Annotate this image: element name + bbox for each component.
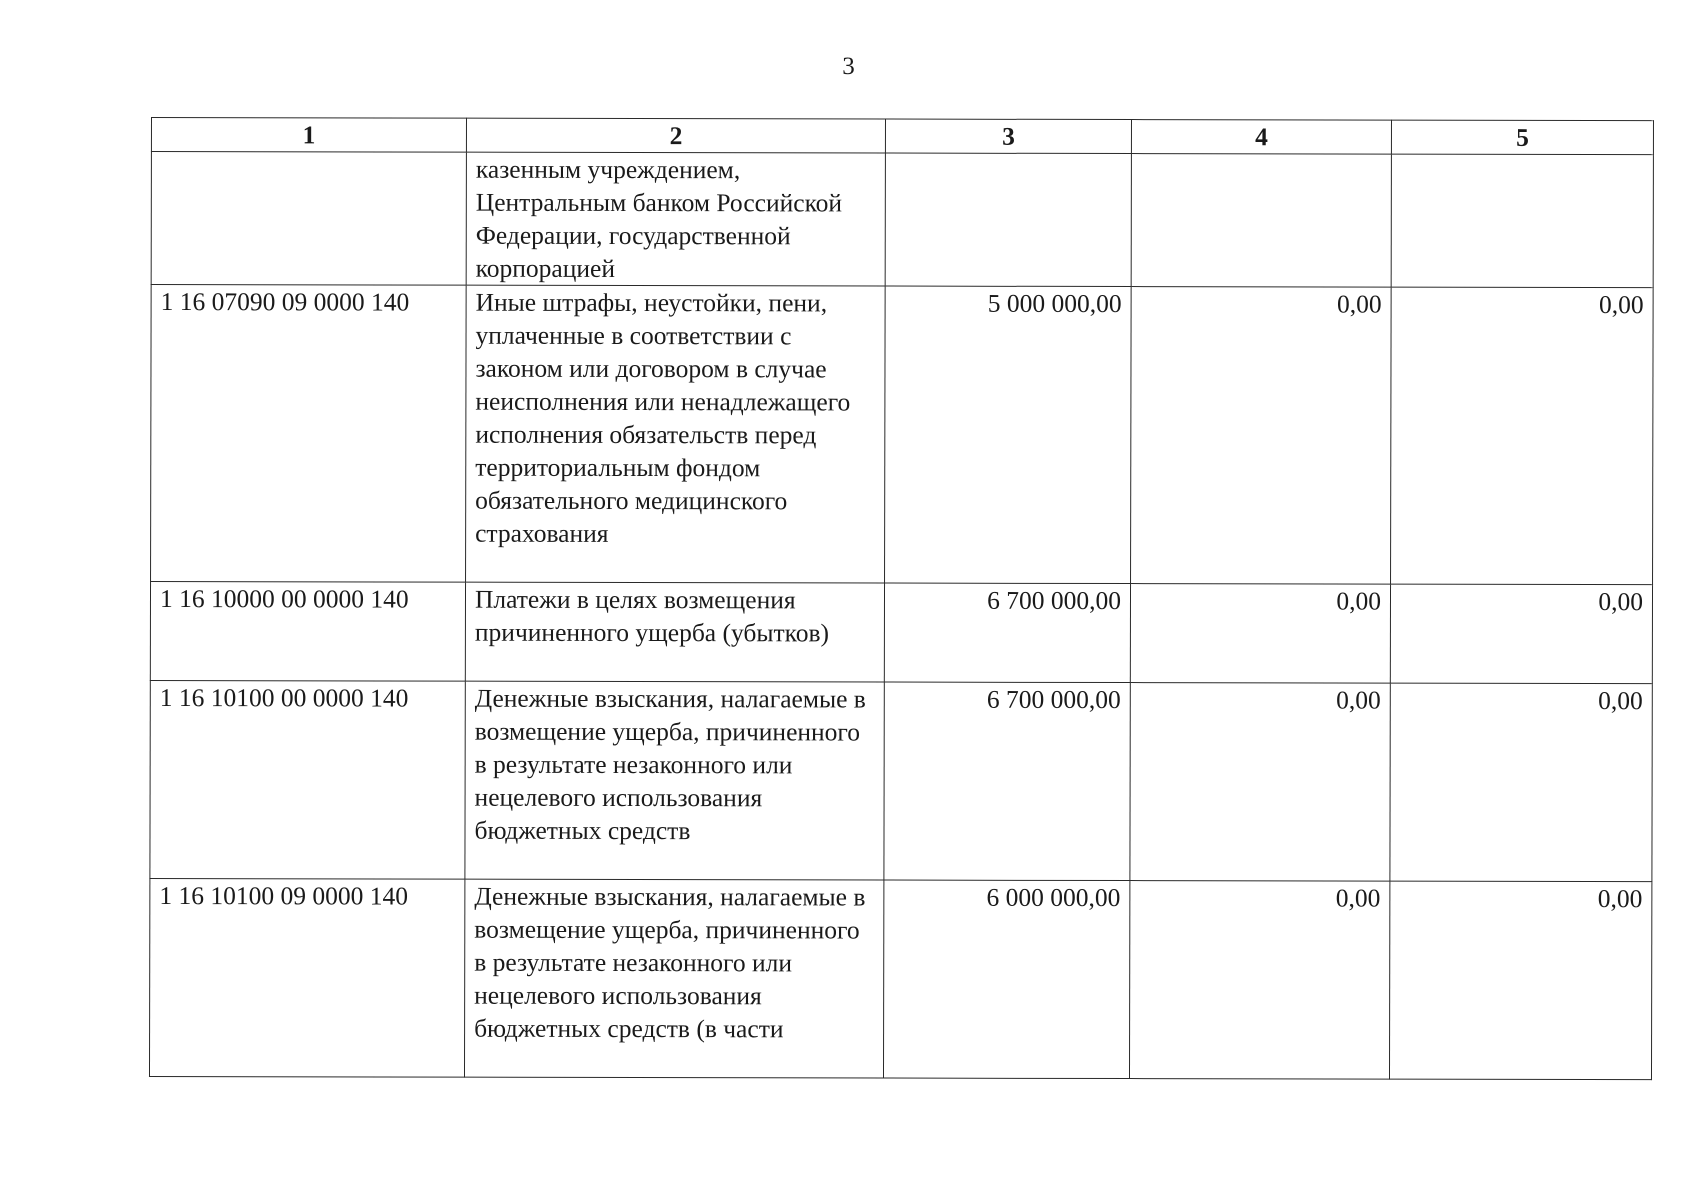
row-name: казенным учреждением, Центральным банком Российской Федерации, государственной корпорацией [466, 152, 885, 286]
row-name: Платежи в целях возмещения причиненного ущерба (убытков) [465, 582, 884, 682]
table-row [151, 285, 1654, 585]
row-name: Иные штрафы, неустойки, пени, уплаченные в соответствии с законом или договором в случае неисполнения или ненадлежащего исполнения обязательств перед территориальным фондом обязательного медицинского страхования [466, 285, 886, 583]
row-amount-3 [885, 153, 1131, 287]
table-row [151, 152, 1653, 288]
column-header-4: 4 [1131, 120, 1391, 155]
column-header-1: 1 [151, 118, 466, 153]
row-amount-4: 0,00 [1131, 287, 1392, 585]
row-amount-5: 0,00 [1390, 584, 1652, 684]
row-amount-3: 5 000 000,00 [885, 286, 1132, 584]
row-code: 1 16 10100 09 0000 140 [149, 878, 464, 1077]
row-amount-3: 6 000 000,00 [883, 880, 1129, 1079]
row-name: Денежные взыскания, налагаемые в возмещение ущерба, причиненного в результате незаконного или нецелевого использования бюджетных средств (в части [464, 879, 883, 1078]
table-row [150, 582, 1652, 684]
row-code: 1 16 10000 00 0000 140 [150, 582, 465, 682]
row-amount-5: 0,00 [1389, 881, 1651, 1080]
row-amount-5 [1391, 154, 1653, 288]
column-header-2: 2 [466, 118, 885, 153]
row-amount-4: 0,00 [1130, 683, 1390, 882]
table-row [150, 680, 1652, 881]
row-amount-3: 6 700 000,00 [884, 583, 1130, 683]
row-amount-5: 0,00 [1391, 287, 1654, 585]
row-amount-4: 0,00 [1130, 584, 1390, 684]
row-amount-5: 0,00 [1390, 683, 1652, 882]
column-header-5: 5 [1391, 120, 1653, 155]
table-row [149, 878, 1651, 1079]
row-amount-4 [1131, 154, 1391, 288]
row-code: 1 16 10100 00 0000 140 [150, 680, 465, 879]
row-amount-4: 0,00 [1129, 881, 1389, 1080]
row-code [151, 152, 466, 286]
row-code: 1 16 07090 09 0000 140 [151, 285, 467, 583]
row-amount-3: 6 700 000,00 [884, 682, 1130, 881]
row-name: Денежные взыскания, налагаемые в возмещение ущерба, причиненного в результате незаконного или нецелевого использования бюджетных средств [465, 681, 884, 880]
page-number: 3 [842, 53, 855, 80]
budget-table [149, 117, 1654, 1080]
column-header-3: 3 [885, 119, 1131, 154]
table-header-row [151, 118, 1653, 155]
